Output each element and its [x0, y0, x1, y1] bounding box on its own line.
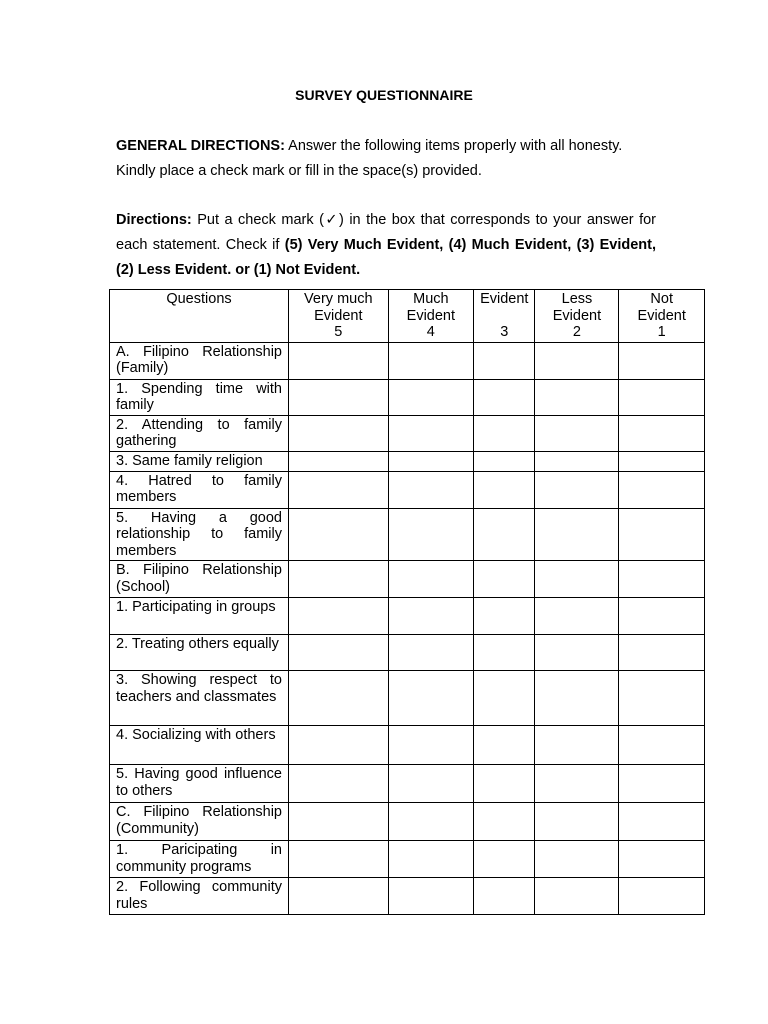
answer-box-less-evident[interactable] [535, 415, 619, 451]
answer-box-evident[interactable] [474, 878, 535, 915]
directions [116, 208, 656, 283]
table-row [110, 726, 705, 765]
answer-box-less-evident[interactable] [535, 342, 619, 379]
answer-box-not-evident[interactable] [619, 635, 705, 671]
question-label: 2. Following community rules [110, 878, 289, 915]
answer-box-very-much-evident[interactable] [289, 342, 389, 379]
table-row [110, 342, 705, 379]
answer-box-very-much-evident[interactable] [289, 765, 389, 803]
answer-box-very-much-evident[interactable] [289, 508, 389, 561]
header-much-evident: Much Evident 4 [388, 290, 473, 343]
answer-box-very-much-evident[interactable] [289, 561, 389, 598]
answer-box-less-evident[interactable] [535, 726, 619, 765]
header-less-evident: Less Evident 2 [535, 290, 619, 343]
question-label: 2. Treating others equally [110, 635, 289, 671]
answer-box-much-evident[interactable] [388, 598, 473, 635]
answer-box-much-evident[interactable] [388, 561, 473, 598]
table-row [110, 471, 705, 508]
question-label: B. Filipino Relationship (School) [110, 561, 289, 598]
question-label: 2. Attending to family gathering [110, 415, 289, 451]
answer-box-less-evident[interactable] [535, 841, 619, 878]
answer-box-less-evident[interactable] [535, 878, 619, 915]
answer-box-not-evident[interactable] [619, 671, 705, 726]
answer-box-evident[interactable] [474, 561, 535, 598]
table-row [110, 671, 705, 726]
question-label: 1. Spending time with family [110, 379, 289, 415]
header-questions: Questions [110, 290, 289, 343]
table-row [110, 415, 705, 451]
question-label: A. Filipino Relationship (Family) [110, 342, 289, 379]
answer-box-less-evident[interactable] [535, 379, 619, 415]
answer-box-less-evident[interactable] [535, 451, 619, 471]
answer-box-evident[interactable] [474, 635, 535, 671]
question-label: 1. Paricipating in community programs [110, 841, 289, 878]
answer-box-less-evident[interactable] [535, 803, 619, 841]
answer-box-much-evident[interactable] [388, 379, 473, 415]
answer-box-not-evident[interactable] [619, 841, 705, 878]
answer-box-much-evident[interactable] [388, 635, 473, 671]
answer-box-evident[interactable] [474, 598, 535, 635]
answer-box-evident[interactable] [474, 451, 535, 471]
answer-box-evident[interactable] [474, 671, 535, 726]
answer-box-evident[interactable] [474, 726, 535, 765]
answer-box-less-evident[interactable] [535, 635, 619, 671]
answer-box-evident[interactable] [474, 765, 535, 803]
answer-box-very-much-evident[interactable] [289, 415, 389, 451]
answer-box-less-evident[interactable] [535, 598, 619, 635]
general-directions-label: GENERAL DIRECTIONS: [116, 138, 285, 154]
table-row [110, 765, 705, 803]
answer-box-evident[interactable] [474, 342, 535, 379]
general-directions [116, 134, 656, 184]
answer-box-not-evident[interactable] [619, 765, 705, 803]
answer-box-much-evident[interactable] [388, 671, 473, 726]
answer-box-very-much-evident[interactable] [289, 841, 389, 878]
table-row [110, 379, 705, 415]
answer-box-not-evident[interactable] [619, 726, 705, 765]
answer-box-not-evident[interactable] [619, 803, 705, 841]
question-label: C. Filipino Relationship (Community) [110, 803, 289, 841]
answer-box-very-much-evident[interactable] [289, 451, 389, 471]
answer-box-not-evident[interactable] [619, 379, 705, 415]
survey-table [109, 289, 705, 915]
answer-box-not-evident[interactable] [619, 342, 705, 379]
answer-box-much-evident[interactable] [388, 508, 473, 561]
question-label: 3. Same family religion [110, 451, 289, 471]
answer-box-not-evident[interactable] [619, 415, 705, 451]
header-not-evident: Not Evident 1 [619, 290, 705, 343]
answer-box-not-evident[interactable] [619, 878, 705, 915]
header-row [110, 290, 705, 343]
table-row [110, 635, 705, 671]
document-title: SURVEY QUESTIONNAIRE [295, 87, 473, 103]
directions-text: Put a check mark (✓) in the box that corresponds to your answer for each statement. Check if [116, 212, 656, 253]
answer-box-evident[interactable] [474, 508, 535, 561]
answer-box-not-evident[interactable] [619, 561, 705, 598]
answer-box-not-evident[interactable] [619, 471, 705, 508]
directions-scale: (5) Very Much Evident, (4) Much Evident, (3) Evident, (2) Less Evident. or (1) Not Evident. [116, 237, 657, 278]
answer-box-evident[interactable] [474, 415, 535, 451]
answer-box-very-much-evident[interactable] [289, 878, 389, 915]
answer-box-much-evident[interactable] [388, 765, 473, 803]
answer-box-not-evident[interactable] [619, 508, 705, 561]
answer-box-evident[interactable] [474, 841, 535, 878]
answer-box-very-much-evident[interactable] [289, 379, 389, 415]
answer-box-very-much-evident[interactable] [289, 598, 389, 635]
answer-box-much-evident[interactable] [388, 726, 473, 765]
table-row [110, 878, 705, 915]
answer-box-very-much-evident[interactable] [289, 471, 389, 508]
answer-box-evident[interactable] [474, 471, 535, 508]
question-label: 4. Socializing with others [110, 726, 289, 765]
header-evident: Evident 3 [474, 290, 535, 343]
table-row [110, 803, 705, 841]
table-row [110, 561, 705, 598]
answer-box-much-evident[interactable] [388, 471, 473, 508]
answer-box-very-much-evident[interactable] [289, 671, 389, 726]
answer-box-less-evident[interactable] [535, 471, 619, 508]
question-label: 1. Participating in groups [110, 598, 289, 635]
table-row [110, 451, 705, 471]
answer-box-less-evident[interactable] [535, 508, 619, 561]
answer-box-much-evident[interactable] [388, 342, 473, 379]
answer-box-much-evident[interactable] [388, 878, 473, 915]
table-row [110, 508, 705, 561]
question-label: 4. Hatred to family members [110, 471, 289, 508]
answer-box-not-evident[interactable] [619, 451, 705, 471]
answer-box-less-evident[interactable] [535, 765, 619, 803]
general-directions-text: Answer the following items properly with all honesty. Kindly place a check mark or fill in the space(s) provided. [116, 138, 623, 179]
answer-box-much-evident[interactable] [388, 841, 473, 878]
answer-box-very-much-evident[interactable] [289, 803, 389, 841]
answer-box-much-evident[interactable] [388, 451, 473, 471]
answer-box-much-evident[interactable] [388, 415, 473, 451]
answer-box-less-evident[interactable] [535, 671, 619, 726]
question-label: 5. Having good influence to others [110, 765, 289, 803]
answer-box-very-much-evident[interactable] [289, 635, 389, 671]
header-very-much-evident: Very much Evident 5 [289, 290, 389, 343]
table-row [110, 598, 705, 635]
question-label: 5. Having a good relationship to family members [110, 508, 289, 561]
answer-box-very-much-evident[interactable] [289, 726, 389, 765]
answer-box-less-evident[interactable] [535, 561, 619, 598]
answer-box-evident[interactable] [474, 379, 535, 415]
answer-box-evident[interactable] [474, 803, 535, 841]
answer-box-not-evident[interactable] [619, 598, 705, 635]
directions-label: Directions: [116, 212, 192, 228]
table-row [110, 841, 705, 878]
answer-box-much-evident[interactable] [388, 803, 473, 841]
question-label: 3. Showing respect to teachers and classmates [110, 671, 289, 726]
